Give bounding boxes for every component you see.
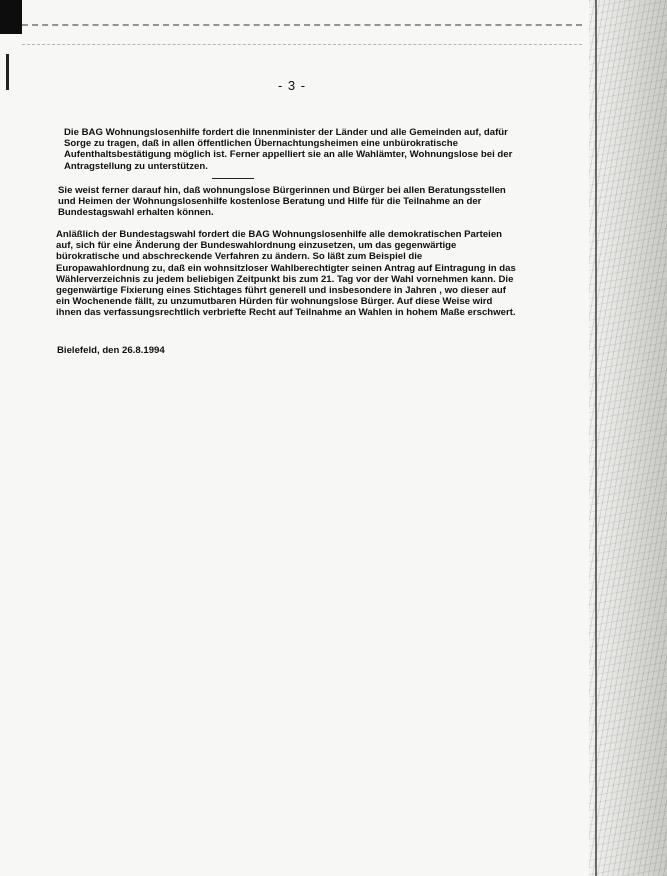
handwritten-underline [212,178,254,179]
paragraph: Die BAG Wohnungslosenhilfe fordert die Innenminister der Länder und alle Gemeinden auf, dafür Sorge zu tragen, daß in allen öffentlichen Übernachtungsheimen eine unbürokratische Aufenthaltsbestätigung möglich ist. Ferner appelliert sie an alle Wahlämter, Wohnungslose bei der Antragstellung zu unterstützen. [64,127,513,172]
scan-mark [6,54,9,90]
paragraph: Sie weist ferner darauf hin, daß wohnungslose Bürgerinnen und Bürger bei allen Beratungsstellen und Heimen der Wohnungslosenhilfe kostenlose Beratung und Hilfe für die Teilnahme an der Bundestagswahl erhalten können. [58,185,506,219]
scan-edge-line [22,44,582,45]
scan-edge-strip [595,0,597,876]
scan-noise-edge [589,0,667,876]
page-number: - 3 - [277,78,307,93]
scan-border-corner [0,0,22,34]
paragraph: Anläßlich der Bundestagswahl fordert die BAG Wohnungslosenhilfe alle demokratischen Parteien auf, sich für eine Änderung der Bundeswahlordnung einzusetzen, um das gegenwärtige bürokratische und abschreckende Verfahren zu ändern. So läßt zum Beispiel die Europawahlordnung zu, daß ein wohnsitzloser Wahlberechtigter seinen Antrag auf Eintragung in das Wählerverzeichnis zu jedem beliebigen Zeitpunkt bis zum 21. Tag vor der Wahl vornehmen kann. Die gegenwärtige Fixierung eines Stichtages führt generell und insbesondere in Jahren , wo dieser auf ein Wochenende fällt, zu unzumutbaren Hürden für wohnungslose Bürger. Auf diese Weise wird ihnen das verfassungsrechtlich verbriefte Recht auf Teilnahme an Wahlen in hohem Maße erschwert. [56,229,516,319]
place-date-line: Bielefeld, den 26.8.1994 [57,345,165,356]
scan-edge-line [22,24,582,26]
